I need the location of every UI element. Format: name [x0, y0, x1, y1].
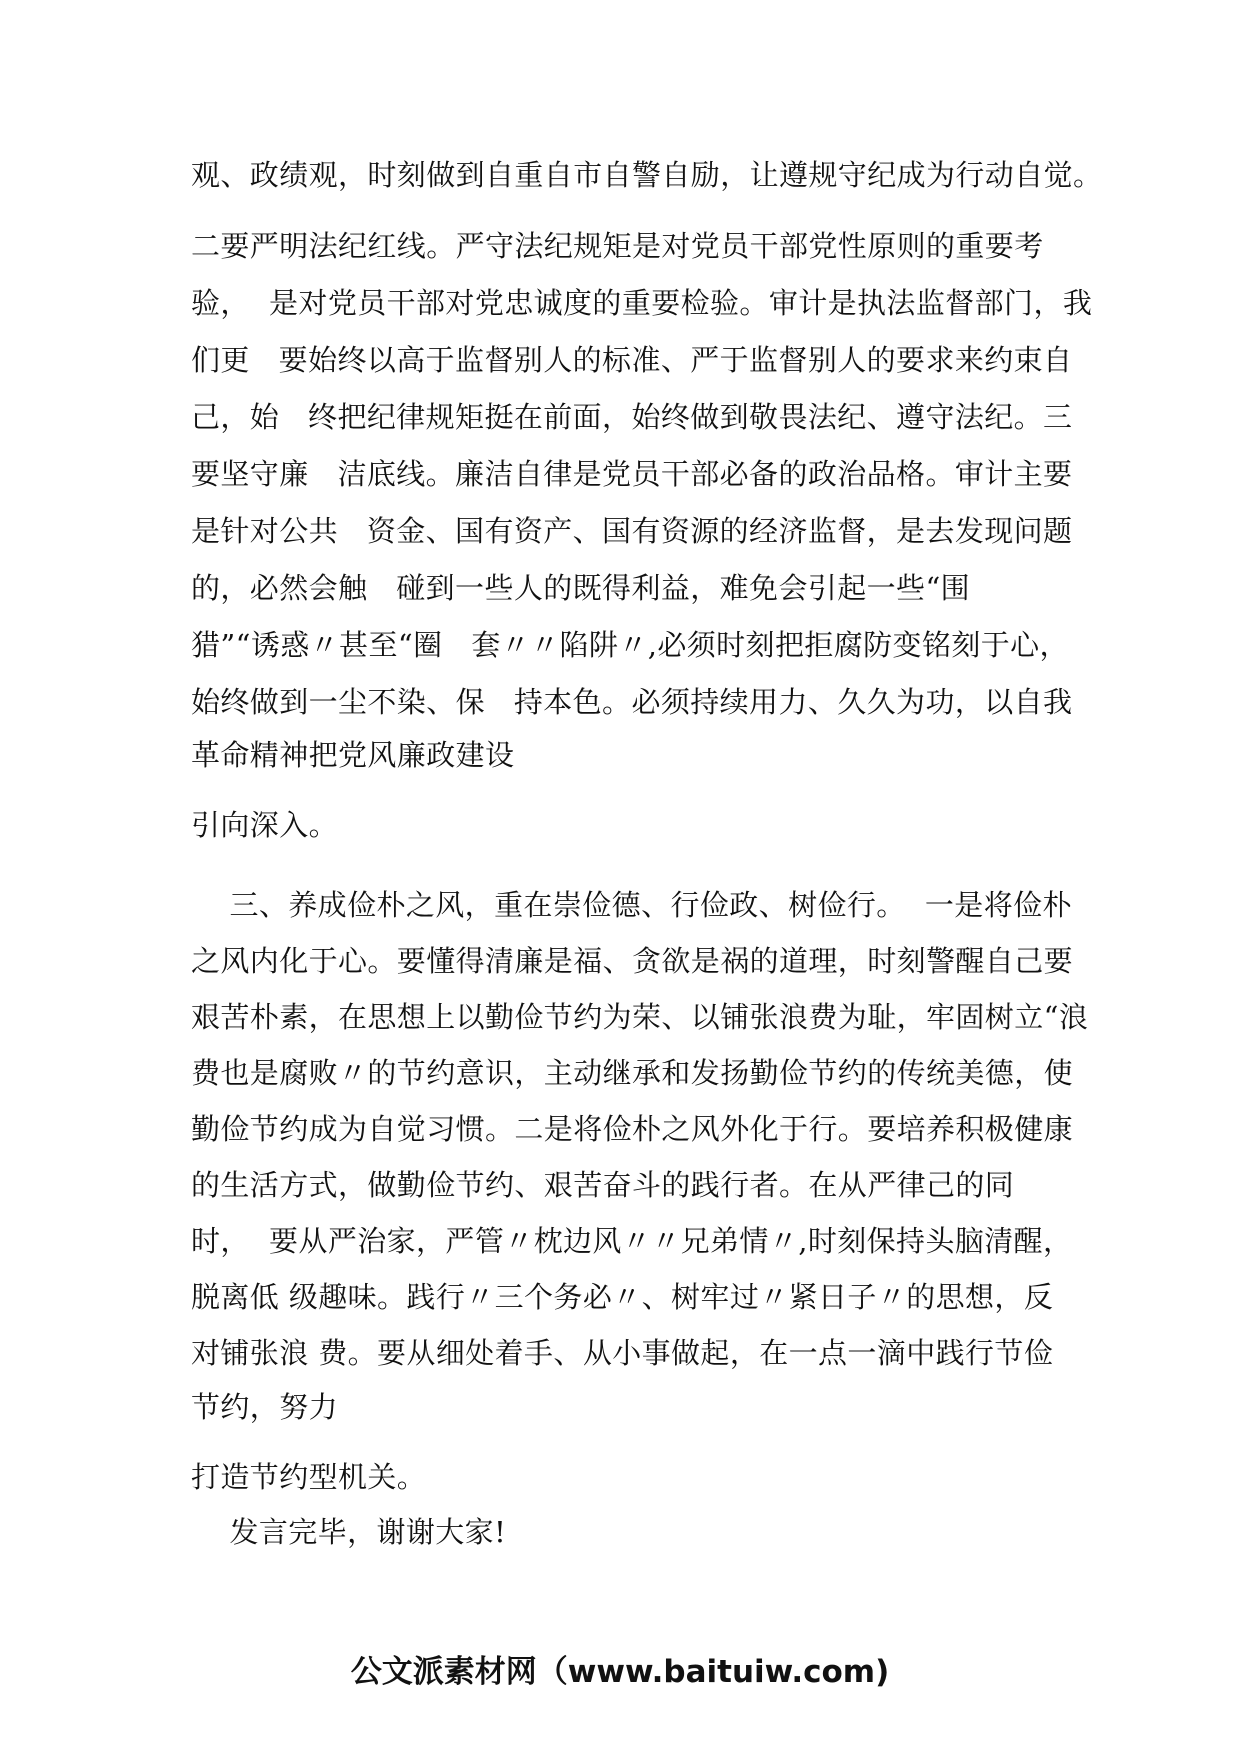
- text-line: 费也是腐败〃的节约意识，主动继承和发扬勤俭节约的传统美德，使: [191, 1056, 1074, 1090]
- text-line: 己，始 终把纪律规矩挺在前面，始终做到敬畏法纪、遵守法纪。三: [191, 400, 1073, 434]
- text-line: 节约，努力: [191, 1390, 339, 1424]
- site-footer: 公文派素材网（www.baituiw.com): [350, 1654, 890, 1690]
- text-line: 猎”“诱惑〃甚至“圈 套〃〃陷阱〃,必须时刻把拒腐防变铭刻于心，: [191, 628, 1069, 662]
- text-line: 之风内化于心。要懂得清廉是福、贪欲是祸的道理，时刻警醒自己要: [191, 944, 1074, 978]
- text-line: 引向深入。: [191, 808, 339, 842]
- text-line: 勤俭节约成为自觉习惯。二是将俭朴之风外化于行。要培养积极健康: [191, 1112, 1074, 1146]
- text-line: 对铺张浪 费。要从细处着手、从小事做起，在一点一滴中践行节俭: [191, 1336, 1054, 1370]
- text-line: 脱离低 级趣味。践行〃三个务必〃、树牢过〃紧日子〃的思想，反: [191, 1280, 1054, 1314]
- text-line: 发言完毕，谢谢大家!: [191, 1515, 507, 1549]
- text-line: 革命精神把党风廉政建设: [191, 738, 515, 772]
- text-line: 们更 要始终以高于监督别人的标准、严于监督别人的要求来约束自: [191, 343, 1073, 377]
- text-line: 要坚守廉 洁底线。廉洁自律是党员干部必备的政治品格。审计主要: [191, 457, 1073, 491]
- text-line: 始终做到一尘不染、保 持本色。必须持续用力、久久为功，以自我: [191, 685, 1073, 719]
- text-line: 的生活方式，做勤俭节约、艰苦奋斗的践行者。在从严律己的同: [191, 1168, 1015, 1202]
- text-line: 是针对公共 资金、国有资产、国有资源的经济监督，是去发现问题: [191, 514, 1073, 548]
- text-line: 三、养成俭朴之风，重在崇俭德、行俭政、树俭行。 一是将俭朴: [191, 888, 1072, 922]
- text-line: 打造节约型机关。: [191, 1460, 427, 1494]
- text-line: 验， 是对党员干部对党忠诚度的重要检验。审计是执法监督部门，我: [191, 286, 1093, 320]
- text-line: 观、政绩观，时刻做到自重自市自警自励，让遵规守纪成为行动自觉。: [191, 158, 1103, 192]
- text-line: 的，必然会触 碰到一些人的既得利益，难免会引起一些“围: [191, 571, 971, 605]
- text-line: 二要严明法纪红线。严守法纪规矩是对党员干部党性原则的重要考: [191, 229, 1044, 263]
- text-line: 时， 要从严治家，严管〃枕边风〃〃兄弟情〃,时刻保持头脑清醒，: [191, 1224, 1073, 1258]
- text-line: 艰苦朴素，在思想上以勤俭节约为荣、以铺张浪费为耻，牢固树立“浪: [191, 1000, 1089, 1034]
